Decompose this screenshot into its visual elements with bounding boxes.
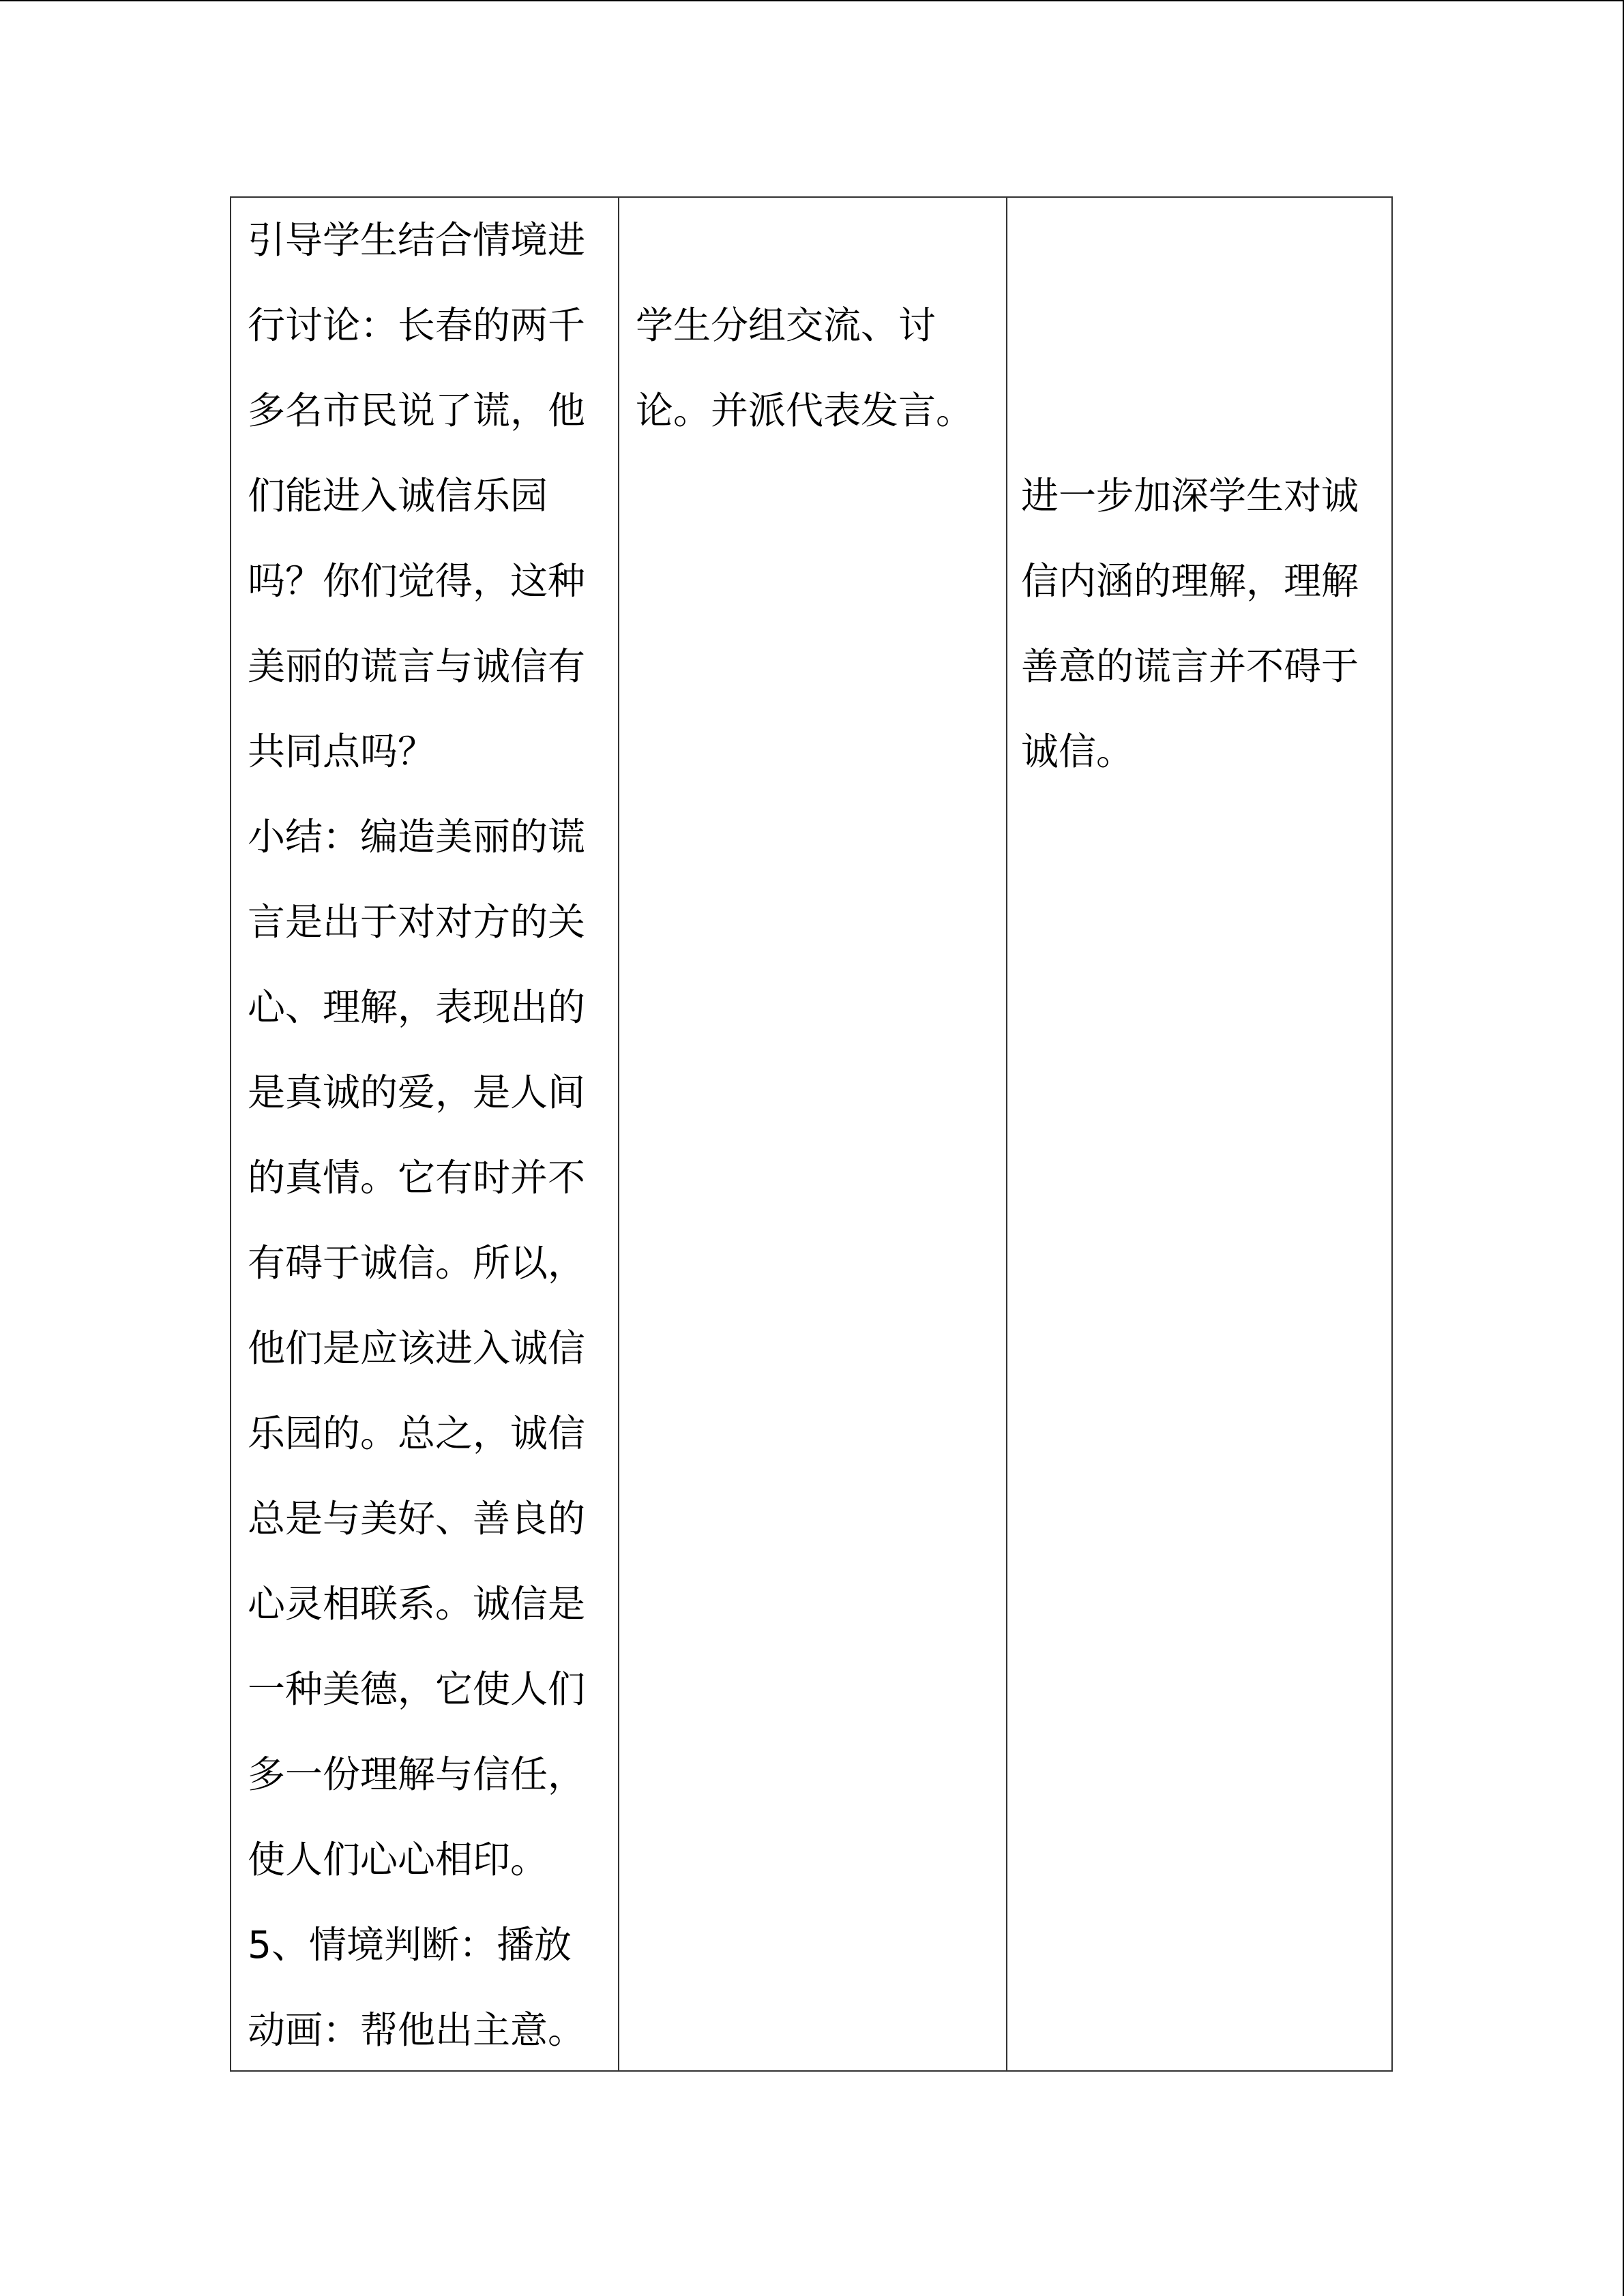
- text-line: 动画：帮他出主意。: [248, 2008, 586, 2052]
- text-line: 是真诚的爱，是人间: [248, 1071, 586, 1114]
- table-cell: [1006, 198, 1391, 2070]
- text-line: 言是出于对对方的关: [248, 900, 586, 944]
- text-line: 进一步加深学生对诚: [1021, 474, 1359, 518]
- text-line: 多一份理解与信任，: [248, 1753, 586, 1796]
- table-cell: [231, 198, 618, 2070]
- text-line: 善意的谎言并不碍于: [1021, 644, 1359, 688]
- text-line: 诚信。: [1021, 730, 1134, 773]
- text-line: 引导学生结合情境进: [248, 218, 586, 262]
- text-line: 行讨论：长春的两千: [248, 303, 586, 347]
- text-line: 有碍于诚信。所以，: [248, 1241, 586, 1285]
- text-line: 乐园的。总之，诚信: [248, 1412, 586, 1455]
- text-line: 使人们心心相印。: [248, 1838, 548, 1881]
- text-line: 他们是应该进入诚信: [248, 1326, 586, 1370]
- text-line: 小结：编造美丽的谎: [248, 815, 586, 859]
- table-cell: [618, 198, 1006, 2070]
- text-line: 信内涵的理解，理解: [1021, 559, 1359, 603]
- text-line: 5、情境判断：播放: [248, 1923, 572, 1967]
- lesson-table: [230, 196, 1393, 2072]
- text-line: 们能进入诚信乐园: [248, 474, 548, 518]
- text-line: 的真情。它有时并不: [248, 1156, 586, 1199]
- text-line: 一种美德，它使人们: [248, 1667, 586, 1711]
- text-line: 共同点吗？: [248, 730, 436, 773]
- text-line: 论。并派代表发言。: [636, 389, 974, 432]
- text-line: 吗？你们觉得，这种: [248, 559, 586, 603]
- text-line: 多名市民说了谎，他: [248, 389, 586, 432]
- text-line: 心灵相联系。诚信是: [248, 1582, 586, 1626]
- text-line: 总是与美好、善良的: [248, 1497, 586, 1540]
- text-line: 美丽的谎言与诚信有: [248, 644, 586, 688]
- text-line: 心、理解，表现出的: [248, 985, 586, 1029]
- text-line: 学生分组交流、讨: [636, 303, 936, 347]
